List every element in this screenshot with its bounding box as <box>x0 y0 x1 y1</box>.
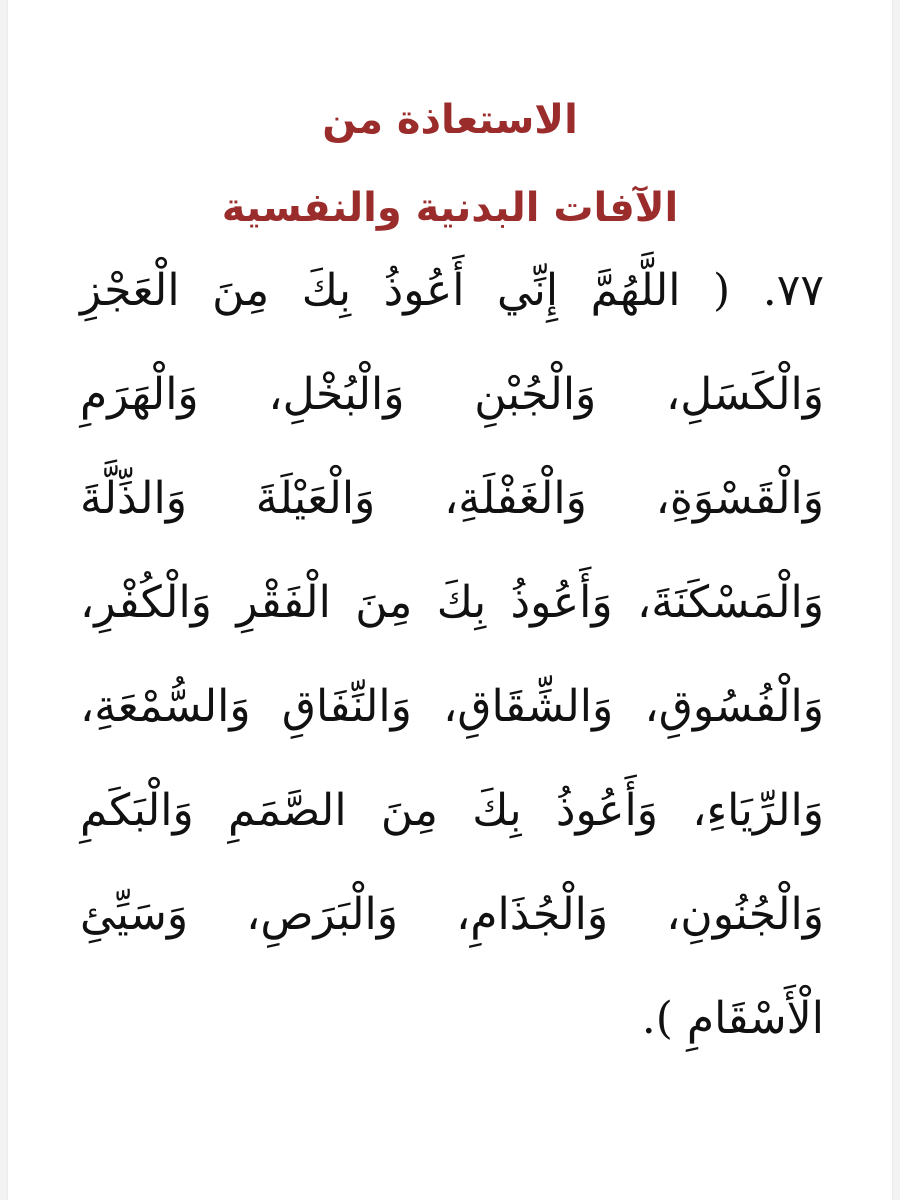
document-page <box>8 0 892 1200</box>
dua-line: وَالْقَسْوَةِ، وَالْغَفْلَةِ، وَالْعَيْلَةَ وَالذِّلَّةَ <box>80 473 824 524</box>
dua-line: وَالْفُسُوقِ، وَالشِّقَاقِ، وَالنِّفَاقِ وَالسُّمْعَةِ، <box>80 681 824 732</box>
section-title-line-1: الاستعاذة من <box>322 97 578 143</box>
dua-line: وَالرِّيَاءِ، وَأَعُوذُ بِكَ مِنَ الصَّمَمِ وَالْبَكَمِ <box>80 785 824 836</box>
dua-line: وَالْجُنُونِ، وَالْجُذَامِ، وَالْبَرَصِ، وَسَيِّئِ <box>80 889 824 940</box>
dua-line: الْأَسْقَامِ ). <box>641 993 824 1044</box>
dua-text <box>80 255 824 1087</box>
dua-line: وَالْمَسْكَنَةَ، وَأَعُوذُ بِكَ مِنَ الْفَقْرِ وَالْكُفْرِ، <box>80 577 824 628</box>
dua-line: وَالْكَسَلِ، وَالْجُبْنِ وَالْبُخْلِ، وَالْهَرَمِ <box>80 369 824 420</box>
section-title-line-2: الآفات البدنية والنفسية <box>221 185 679 231</box>
dua-line: ٧٧. ( اللَّهُمَّ إِنِّي أَعُوذُ بِكَ مِنَ الْعَجْزِ <box>80 265 824 316</box>
